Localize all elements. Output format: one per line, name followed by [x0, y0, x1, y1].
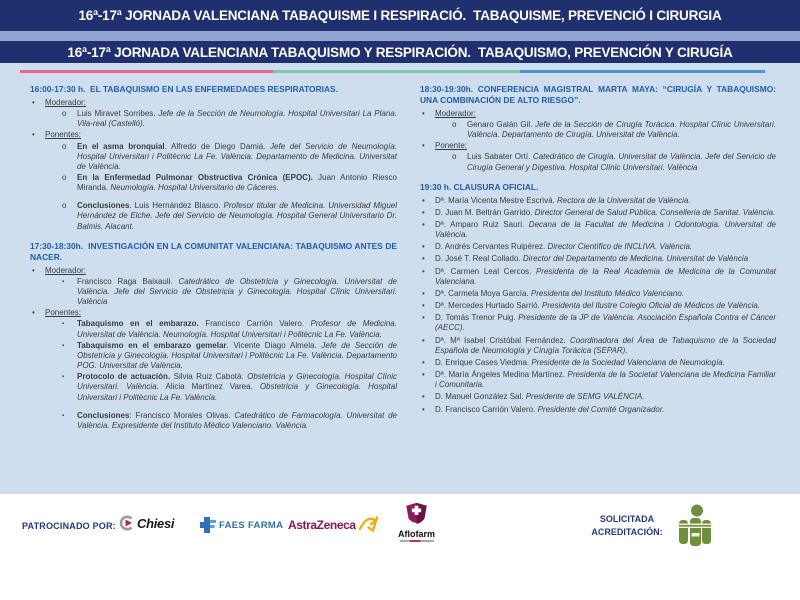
accreditation-requested-label: SOLICITADA ACREDITACIÓN: [591, 514, 663, 537]
text-run: Dª. Amparo Ruiz Sauri. [435, 220, 529, 230]
accreditation-logo [678, 503, 712, 554]
text-run: Conclusiones [77, 201, 130, 211]
text-run: D. Tomás Trenor Puig. [435, 313, 519, 323]
bullet-marker: o [62, 173, 67, 183]
section-title: 16:00-17:30 h. EL TABAQUISMO EN LAS ENFERMEDADES RESPIRATORIAS. [30, 84, 338, 94]
text-run: Dª. María Ángeles Medina Martínez. [435, 370, 568, 380]
program-row [60, 142, 397, 172]
text-run: En la Enfermedad Pulmonar Obstructiva Crónica (EPOC). [77, 173, 313, 183]
program-item [435, 405, 776, 415]
bullet-marker: ▪ [62, 342, 65, 349]
text-run: Jefe de Sección de Obstetricia y Ginecología. Hospital Universitari i Politècnic La Fe. València. Departamento POG. Universitat de València. [77, 340, 398, 371]
text-run: D. Juan M. Beltrán Garrido. [435, 207, 535, 217]
bullet-marker: ▪ [62, 321, 65, 328]
text-run: Presidenta de la Real Academia de Medicina de la Comunitat Valenciana. [435, 266, 776, 286]
bullet-marker: • [422, 370, 425, 380]
bullet-marker: • [422, 357, 425, 367]
bullet-marker: ▪ [62, 278, 65, 285]
bullet-marker: o [62, 201, 67, 211]
group-label: Moderador: [45, 97, 86, 107]
text-run: En el asma bronquial [77, 141, 165, 151]
text-run: Presidenta de la Societat Valenciana de Medicina Familiar i Comunitaria. [435, 370, 777, 390]
program-row [420, 220, 776, 240]
program-row [420, 405, 776, 415]
text-run: Director Científico de INCLIVA. València. [547, 242, 693, 252]
program-section [420, 182, 776, 415]
program-row [420, 370, 776, 390]
program-item [467, 120, 776, 140]
text-run: Dª. María Vicenta Mestre Escrivá. [435, 195, 557, 205]
bullet-marker: • [422, 108, 425, 118]
text-run: . Alfredo de Diego Damiá. [164, 141, 271, 151]
faes-cross-icon [200, 517, 216, 533]
astrazeneca-swoosh-icon [359, 516, 379, 534]
program-row [30, 308, 397, 318]
program-row [60, 173, 397, 193]
program-item [435, 313, 776, 333]
program-row [60, 372, 397, 402]
astrazeneca-wordmark: AstraZeneca [288, 518, 356, 532]
text-run: : Francisco Morales Olivas. [129, 410, 235, 420]
bullet-marker: • [422, 195, 425, 205]
bullet-marker: • [422, 313, 425, 323]
text-run: Decana de la Facultat de Medicina i Odontologia. Universitat de València. [435, 220, 777, 240]
program-row [450, 152, 776, 172]
aflofarm-logo [398, 502, 435, 542]
program-item [77, 277, 397, 307]
bullet-marker: • [422, 220, 425, 230]
program-item [435, 196, 776, 206]
text-run: D. Manuel González Sal. [435, 392, 526, 402]
chiesi-logo [118, 515, 174, 531]
bullet-marker: ▪ [62, 374, 65, 381]
program-column-left [30, 84, 397, 440]
astrazeneca-logo [288, 516, 379, 534]
group-label: Ponentes: [45, 130, 82, 140]
text-run: Dª. Carmela Moya García. [435, 288, 531, 298]
tricolor-divider [20, 70, 765, 73]
text-run: Tabaquismo en el embarazo gemelar [77, 340, 227, 350]
bullet-marker: • [422, 266, 425, 276]
text-run: Obstetricia y Ginecología. Hospital Clínic Universitari. València. [77, 372, 398, 392]
divider-pink-segment [20, 70, 273, 73]
text-run: Catedrático de Cirugía. Universitat de València. Jefe del Servicio de Cirugía General y Digestiva. Hospital Clínic Universitari. València [467, 152, 776, 172]
program-row [420, 267, 776, 287]
program-item [435, 242, 776, 252]
text-run: Juan Antonio Riesco Miranda. [77, 173, 397, 193]
program-item [435, 289, 776, 299]
group-label: Ponentes: [45, 308, 82, 318]
text-run: Luis Sabater Ortí. [467, 152, 533, 162]
program-item [77, 411, 397, 431]
text-run: . Vicente Diago Almela. [226, 340, 322, 350]
sponsors-footer [0, 494, 800, 600]
bullet-marker: • [422, 301, 425, 311]
bullet-marker: o [62, 141, 67, 151]
text-run: . Luis Hernández Blasco. [129, 201, 224, 211]
program-row [420, 358, 776, 368]
program-row [30, 98, 397, 108]
sponsored-by-label: PATROCINADO POR: [22, 521, 116, 531]
program-section [420, 84, 776, 173]
bullet-marker: • [32, 308, 35, 318]
aflofarm-shield-icon [405, 502, 428, 528]
bullet-marker: • [32, 130, 35, 140]
text-run: Presidenta del Ilustre Colegio Oficial de Médicos de València. [542, 301, 761, 311]
bullet-marker: ▪ [62, 412, 65, 419]
program-item [77, 201, 397, 231]
bullet-marker: • [422, 392, 425, 402]
program-row [450, 120, 776, 140]
program-item [435, 141, 776, 151]
section-title: 17:30-18:30h. INVESTIGACIÓN EN LA COMUNITAT VALENCIANA: TABAQUISMO ANTES DE NACER. [30, 240, 397, 262]
text-run: Rectora de la Universitat de València. [556, 195, 691, 205]
faes-farma-wordmark: FAES FARMA [219, 519, 284, 531]
aflofarm-tagline [400, 540, 434, 542]
text-run: Silvia Ruiz Cabotà. [170, 372, 248, 382]
program-content-panel [0, 63, 800, 494]
bullet-marker: • [422, 141, 425, 151]
text-run: Catedrático de Obstetricia y Ginecología. Universitat de València. Jefe del Servicio de Obstetricia y Ginecología. Hospital Clínic Universitari. València [77, 276, 398, 307]
text-run: Presidente de SEMG VALÈNCIA. [525, 392, 645, 402]
program-row [60, 411, 397, 431]
text-run: D. Enrique Cases Viedma. [435, 357, 532, 367]
chiesi-wordmark: Chiesi [137, 515, 175, 531]
program-row [30, 130, 397, 140]
program-row [420, 301, 776, 311]
program-column-right [420, 84, 776, 440]
program-row [60, 277, 397, 307]
divider-green-segment [273, 70, 520, 73]
bullet-marker: • [422, 404, 425, 414]
program-item [435, 208, 776, 218]
bullet-marker: • [422, 335, 425, 345]
program-row [60, 201, 397, 231]
text-run: Alicia Martínez Varea. [158, 382, 260, 392]
program-row [420, 109, 776, 119]
program-item [435, 267, 776, 287]
header-title-spanish [0, 41, 800, 63]
program-row [420, 336, 776, 356]
bullet-marker: • [422, 288, 425, 298]
program-item [77, 109, 397, 129]
program-item [45, 130, 397, 140]
text-run: Coordinadora del Área de Tabaquismo de la Sociedad Española de Neumología y Cirugía Torácica (SEPAR). [435, 335, 776, 355]
program-item [77, 142, 397, 172]
text-run: Dª. Mercedes Hurtado Sarrió. [435, 301, 542, 311]
text-run: Conclusiones [77, 410, 130, 420]
accreditation-figure-icon [678, 503, 712, 549]
group-label: Moderador: [435, 108, 476, 118]
program-item [435, 109, 776, 119]
bullet-marker: o [452, 152, 457, 162]
text-run: Luis Miravet Sorribes. [77, 109, 159, 119]
text-run: Genaro Galán Gil. [467, 120, 536, 129]
header-title-valencian [0, 0, 800, 31]
program-item [435, 301, 776, 311]
text-run: D. Andrés Cervantes Ruipérez. [435, 242, 548, 252]
text-run: Director del Departamento de Medicina. Universitat de València [522, 254, 749, 264]
program-item [77, 341, 397, 371]
text-run: Catedrático de Farmacología. Universitat de València. Expresidente del Instituto Médico Valenciano. València. [77, 410, 397, 430]
program-item [45, 308, 397, 318]
chiesi-arc-icon [118, 515, 134, 531]
text-run: Francisco Carrión Valero. [198, 319, 311, 329]
bullet-marker: • [422, 254, 425, 264]
text-run: Protocolo de actuación. [77, 372, 171, 382]
section-title: 19:30 h. CLAUSURA OFICIAL. [420, 181, 539, 192]
program-row [420, 254, 776, 264]
program-item [77, 372, 397, 402]
program-row [420, 392, 776, 402]
program-section [30, 241, 397, 431]
text-run: Director General de Salud Pública. Conselleria de Sanitat. València. [534, 207, 776, 217]
program-row [420, 289, 776, 299]
text-run: Profesor de Medicina. Universitat de València. Neumología. Hospital Universitari i Politècnic La Fe. València. [77, 319, 397, 339]
bullet-marker: • [422, 242, 425, 252]
bullet-marker: • [32, 265, 35, 275]
text-run: Presidente de la Sociedad Valenciana de Neumología. [531, 357, 725, 367]
program-item [435, 254, 776, 264]
program-row [60, 109, 397, 129]
text-run: Jefe de la Sección de Neumología. Hospital Universitari La Plana. Vila-real (Castelló). [77, 109, 397, 129]
program-row [420, 196, 776, 206]
bullet-marker: o [452, 120, 457, 129]
program-item [45, 266, 397, 276]
bullet-marker: o [62, 109, 67, 119]
program-item [45, 98, 397, 108]
program-row [420, 242, 776, 252]
group-label: Ponente: [435, 141, 468, 151]
text-run: Profesor titular de Medicina. Universidad Miguel Hernández de Elche. Jefe del Servicio de Neumología. Hospital General Universitario Dr. Balmis. Alacant. [77, 201, 397, 231]
program-row [60, 319, 397, 339]
bullet-marker: • [422, 207, 425, 217]
program-row [30, 266, 397, 276]
text-run: Obstetricia y Ginecología. Hospital Universitari i Politècnic La Fe. València. [77, 382, 397, 402]
program-row [420, 141, 776, 151]
program-item [77, 319, 397, 339]
program-item [435, 370, 776, 390]
text-run: D. José T. Real Collado. [435, 254, 523, 264]
program-item [435, 220, 776, 240]
text-run: Jefe de la Sección de Cirugía Torácica. Hospital Clínic Universitari. València. Departamento de Cirugía. Universitat de València. [467, 120, 777, 140]
bullet-marker: • [32, 97, 35, 107]
text-run: Jefe del Servicio de Neumología. Hospital Universitari i Politècnic La Fe. València. Departamento de Medicina. Universitat de València. [77, 141, 397, 171]
aflofarm-wordmark: Aflofarm [398, 529, 436, 539]
text-run: Tabaquismo en el embarazo. [77, 319, 199, 329]
section-title: 18:30-19:30h. CONFERENCIA MAGISTRAL MARTA MAYA: “CIRUGÍA Y TABAQUISMO: UNA COMBINACIÓN DE ALTO RIESGO”. [420, 84, 776, 105]
text-run: Dª. Mª Isabel Cristóbal Fernández. [435, 335, 570, 345]
program-section [30, 84, 397, 232]
text-run: Neumología. Hospital Universitario de Cáceres. [110, 183, 279, 193]
program-item [435, 336, 776, 356]
program-row [60, 341, 397, 371]
faes-farma-logo [200, 517, 283, 533]
text-run: D. Francisco Carrión Valero. [435, 404, 538, 414]
program-columns [30, 84, 776, 440]
program-item [467, 152, 776, 172]
text-run: Francisco Raga Baixauli. [77, 276, 179, 286]
header-line-1: 16ª-17ª JORNADA VALENCIANA TABAQUISME I RESPIRACIÓ. TABAQUISME, PREVENCIÓ I CIRURGIA [78, 8, 722, 23]
text-run: Presidente de la JP de València. Asociación Española Contra el Cáncer (AECC). [435, 313, 776, 333]
program-item [435, 392, 776, 402]
group-label: Moderador: [45, 265, 86, 275]
program-item [77, 173, 397, 193]
header-divider-band [0, 31, 800, 41]
text-run: Presidente del Comité Organizador. [537, 404, 665, 414]
program-item [435, 358, 776, 368]
text-run: Dª. Carmen Leal Cercos. [435, 266, 536, 276]
header-line-2: 16ª-17ª JORNADA VALENCIANA TABAQUISMO Y RESPIRACIÓN. TABAQUISMO, PREVENCIÓN Y CIRUGÍA [67, 44, 733, 60]
text-run: Presidenta del Instituto Médico Valenciano. [530, 288, 685, 298]
divider-blue-segment [520, 70, 765, 73]
program-row [420, 313, 776, 333]
program-row [420, 208, 776, 218]
